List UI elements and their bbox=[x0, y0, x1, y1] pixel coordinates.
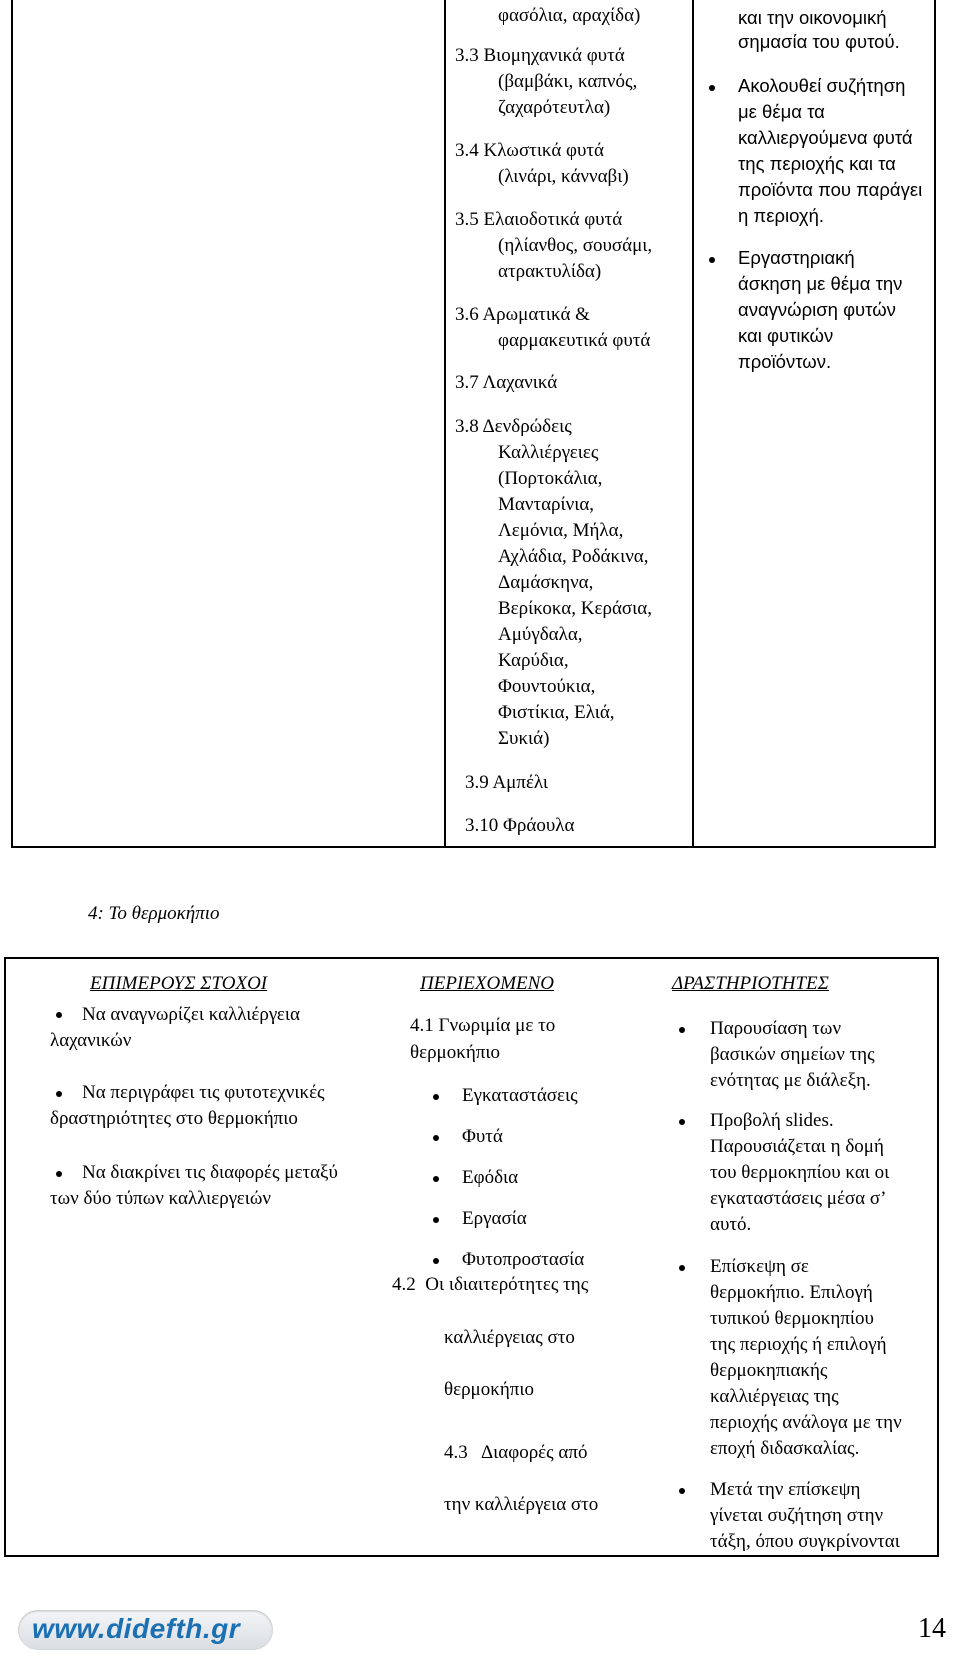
content-line: Συκιά) bbox=[498, 728, 550, 749]
activity-3-line-6: καλλιέργειας της bbox=[710, 1386, 839, 1407]
content-line: 3.5 Ελαιοδοτικά φυτά bbox=[455, 209, 623, 230]
activity-3-line-3: τυπικού θερμοκηπίου bbox=[710, 1308, 874, 1329]
content-line: (λινάρι, κάνναβι) bbox=[498, 166, 629, 187]
content-line: 3.4 Κλωστικά φυτά bbox=[455, 140, 605, 161]
content-4-2-line-3: θερμοκήπιο bbox=[444, 1379, 534, 1400]
activity-1-line-3: ενότητας με διάλεξη. bbox=[710, 1070, 871, 1091]
activity-3-line-2: θερμοκήπιο. Επιλογή bbox=[710, 1282, 873, 1303]
content-line: Δαμάσκηνα, bbox=[498, 572, 594, 593]
activity-line: Εργαστηριακή bbox=[738, 247, 855, 268]
activity-line: αναγνώριση φυτών bbox=[738, 299, 896, 320]
section-title: 4: Το θερμοκήπιο bbox=[88, 903, 220, 924]
content-line: 3.7 Λαχανικά bbox=[455, 372, 558, 393]
content-line: Βερίκοκα, Κεράσια, bbox=[498, 598, 652, 619]
activity-3-line-8: εποχή διδασκαλίας. bbox=[710, 1438, 860, 1459]
content-line: 3.8 Δενδρώδεις bbox=[455, 416, 572, 437]
activity-2-line-2: Παρουσιάζεται η δομή bbox=[710, 1136, 884, 1157]
bullet-dot bbox=[709, 85, 715, 91]
objective-3-line-2: των δύο τύπων καλλιεργειών bbox=[50, 1188, 271, 1209]
bullet-dot bbox=[433, 1176, 439, 1182]
bullet-dot bbox=[433, 1135, 439, 1141]
activity-3-line-4: της περιοχής ή επιλογή bbox=[710, 1334, 887, 1355]
content-bullet-5: Φυτοπροστασία bbox=[462, 1249, 585, 1270]
content-line: Φουντούκια, bbox=[498, 676, 596, 697]
content-line: Φιστίκια, Ελιά, bbox=[498, 702, 615, 723]
content-line: Καρύδια, bbox=[498, 650, 569, 671]
activity-2-line-1: Προβολή slides. bbox=[710, 1110, 834, 1131]
content-line: 3.10 Φράουλα bbox=[465, 815, 575, 836]
site-logo[interactable] bbox=[18, 1610, 273, 1650]
activity-line: σημασία του φυτού. bbox=[738, 31, 900, 52]
content-4-1-line-2: θερμοκήπιο bbox=[410, 1042, 500, 1063]
content-line: Μανταρίνια, bbox=[498, 494, 595, 515]
content-bullet-3: Εφόδια bbox=[462, 1167, 519, 1188]
activity-line: η περιοχή. bbox=[738, 205, 825, 226]
content-4-3-line-2: την καλλιέργεια στο bbox=[444, 1494, 599, 1515]
activity-2-line-4: εγκαταστάσεις μέσα σ’ bbox=[710, 1188, 887, 1209]
content-bullet-1: Εγκαταστάσεις bbox=[462, 1085, 578, 1106]
content-4-3-line-1: 4.3 Διαφορές από bbox=[444, 1442, 588, 1463]
bullet-dot bbox=[56, 1091, 62, 1097]
content-4-1-line-1: 4.1 Γνωριμία με το bbox=[410, 1015, 556, 1036]
header-activities: ΔΡΑΣΤΗΡΙΟΤΗΤΕΣ bbox=[672, 973, 829, 994]
activity-4-line-1: Μετά την επίσκεψη bbox=[710, 1479, 861, 1500]
content-line: ατρακτυλίδα) bbox=[498, 261, 602, 282]
content-line: (Πορτοκάλια, bbox=[498, 468, 603, 489]
activity-3-line-1: Επίσκεψη σε bbox=[710, 1256, 809, 1277]
page-number: 14 bbox=[918, 1613, 946, 1644]
top-table-divider-2 bbox=[692, 0, 694, 848]
content-line: ζαχαρότευτλα) bbox=[498, 97, 611, 118]
content-line: 3.9 Αμπέλι bbox=[465, 772, 549, 793]
bullet-dot bbox=[433, 1217, 439, 1223]
activity-1-line-1: Παρουσίαση των bbox=[710, 1018, 842, 1039]
content-line: Καλλιέργειες bbox=[498, 442, 599, 463]
content-4-2-line-2: καλλιέργειας στο bbox=[444, 1327, 575, 1348]
bullet-dot bbox=[56, 1012, 62, 1018]
header-objectives: ΕΠΙΜΕΡΟΥΣ ΣΤΟΧΟΙ bbox=[90, 973, 268, 994]
header-content: ΠΕΡΙΕΧΟΜΕΝΟ bbox=[420, 973, 555, 994]
content-line: 3.6 Αρωματικά & bbox=[455, 304, 590, 325]
objective-3-line-1: Να διακρίνει τις διαφορές μεταξύ bbox=[82, 1162, 338, 1183]
bullet-dot bbox=[433, 1258, 439, 1264]
content-bullet-4: Εργασία bbox=[462, 1208, 527, 1229]
bullet-dot bbox=[56, 1171, 62, 1177]
activity-line: με θέμα τα bbox=[738, 101, 825, 122]
content-line: Αχλάδια, Ροδάκινα, bbox=[498, 546, 649, 567]
objective-2-line-2: δραστηριότητες στο θερμοκήπιο bbox=[50, 1108, 298, 1129]
content-line: φασόλια, αραχίδα) bbox=[498, 5, 641, 26]
content-line: (βαμβάκι, καπνός, bbox=[498, 71, 638, 92]
content-4-2-line-1: 4.2 Οι ιδιαιτερότητες της bbox=[392, 1274, 589, 1295]
bullet-dot bbox=[679, 1027, 685, 1033]
objective-2-line-1: Να περιγράφει τις φυτοτεχνικές bbox=[82, 1082, 325, 1103]
activity-line: και την οικονομική bbox=[738, 7, 887, 28]
logo-text: www.didefth.gr bbox=[32, 1613, 241, 1644]
bullet-dot bbox=[679, 1488, 685, 1494]
bullet-dot bbox=[433, 1094, 439, 1100]
objective-1-line-2: λαχανικών bbox=[50, 1030, 132, 1051]
activity-4-line-3: τάξη, όπου συγκρίνονται bbox=[710, 1531, 900, 1552]
activity-2-line-3: του θερμοκηπίου και οι bbox=[710, 1162, 890, 1183]
activity-line: προϊόντα που παράγει bbox=[738, 179, 923, 200]
activity-line: καλλιεργούμενα φυτά bbox=[738, 127, 913, 148]
content-line: 3.3 Βιομηχανικά φυτά bbox=[455, 45, 625, 66]
activity-4-line-2: γίνεται συζήτηση στην bbox=[710, 1505, 884, 1526]
activity-1-line-2: βασικών σημείων της bbox=[710, 1044, 875, 1065]
activity-2-line-5: αυτό. bbox=[710, 1214, 752, 1235]
content-line: φαρμακευτικά φυτά bbox=[498, 330, 651, 351]
activity-3-line-5: θερμοκηπιακής bbox=[710, 1360, 828, 1381]
content-line: Αμύγδαλα, bbox=[498, 624, 583, 645]
activity-line: της περιοχής και τα bbox=[738, 153, 896, 174]
bullet-dot bbox=[679, 1119, 685, 1125]
activity-line: Ακολουθεί συζήτηση bbox=[738, 75, 906, 96]
content-line: Λεμόνια, Μήλα, bbox=[498, 520, 624, 541]
bullet-dot bbox=[709, 257, 715, 263]
objective-1-line-1: Να αναγνωρίζει καλλιέργεια bbox=[82, 1004, 300, 1025]
activity-line: άσκηση με θέμα την bbox=[738, 273, 903, 294]
activity-line: προϊόντων. bbox=[738, 351, 832, 372]
content-line: (ηλίανθος, σουσάμι, bbox=[498, 235, 653, 256]
activity-line: και φυτικών bbox=[738, 325, 834, 346]
activity-3-line-7: περιοχής ανάλογα με την bbox=[710, 1412, 902, 1433]
bullet-dot bbox=[679, 1265, 685, 1271]
content-bullet-2: Φυτά bbox=[462, 1126, 503, 1147]
top-table-divider-1 bbox=[444, 0, 446, 848]
